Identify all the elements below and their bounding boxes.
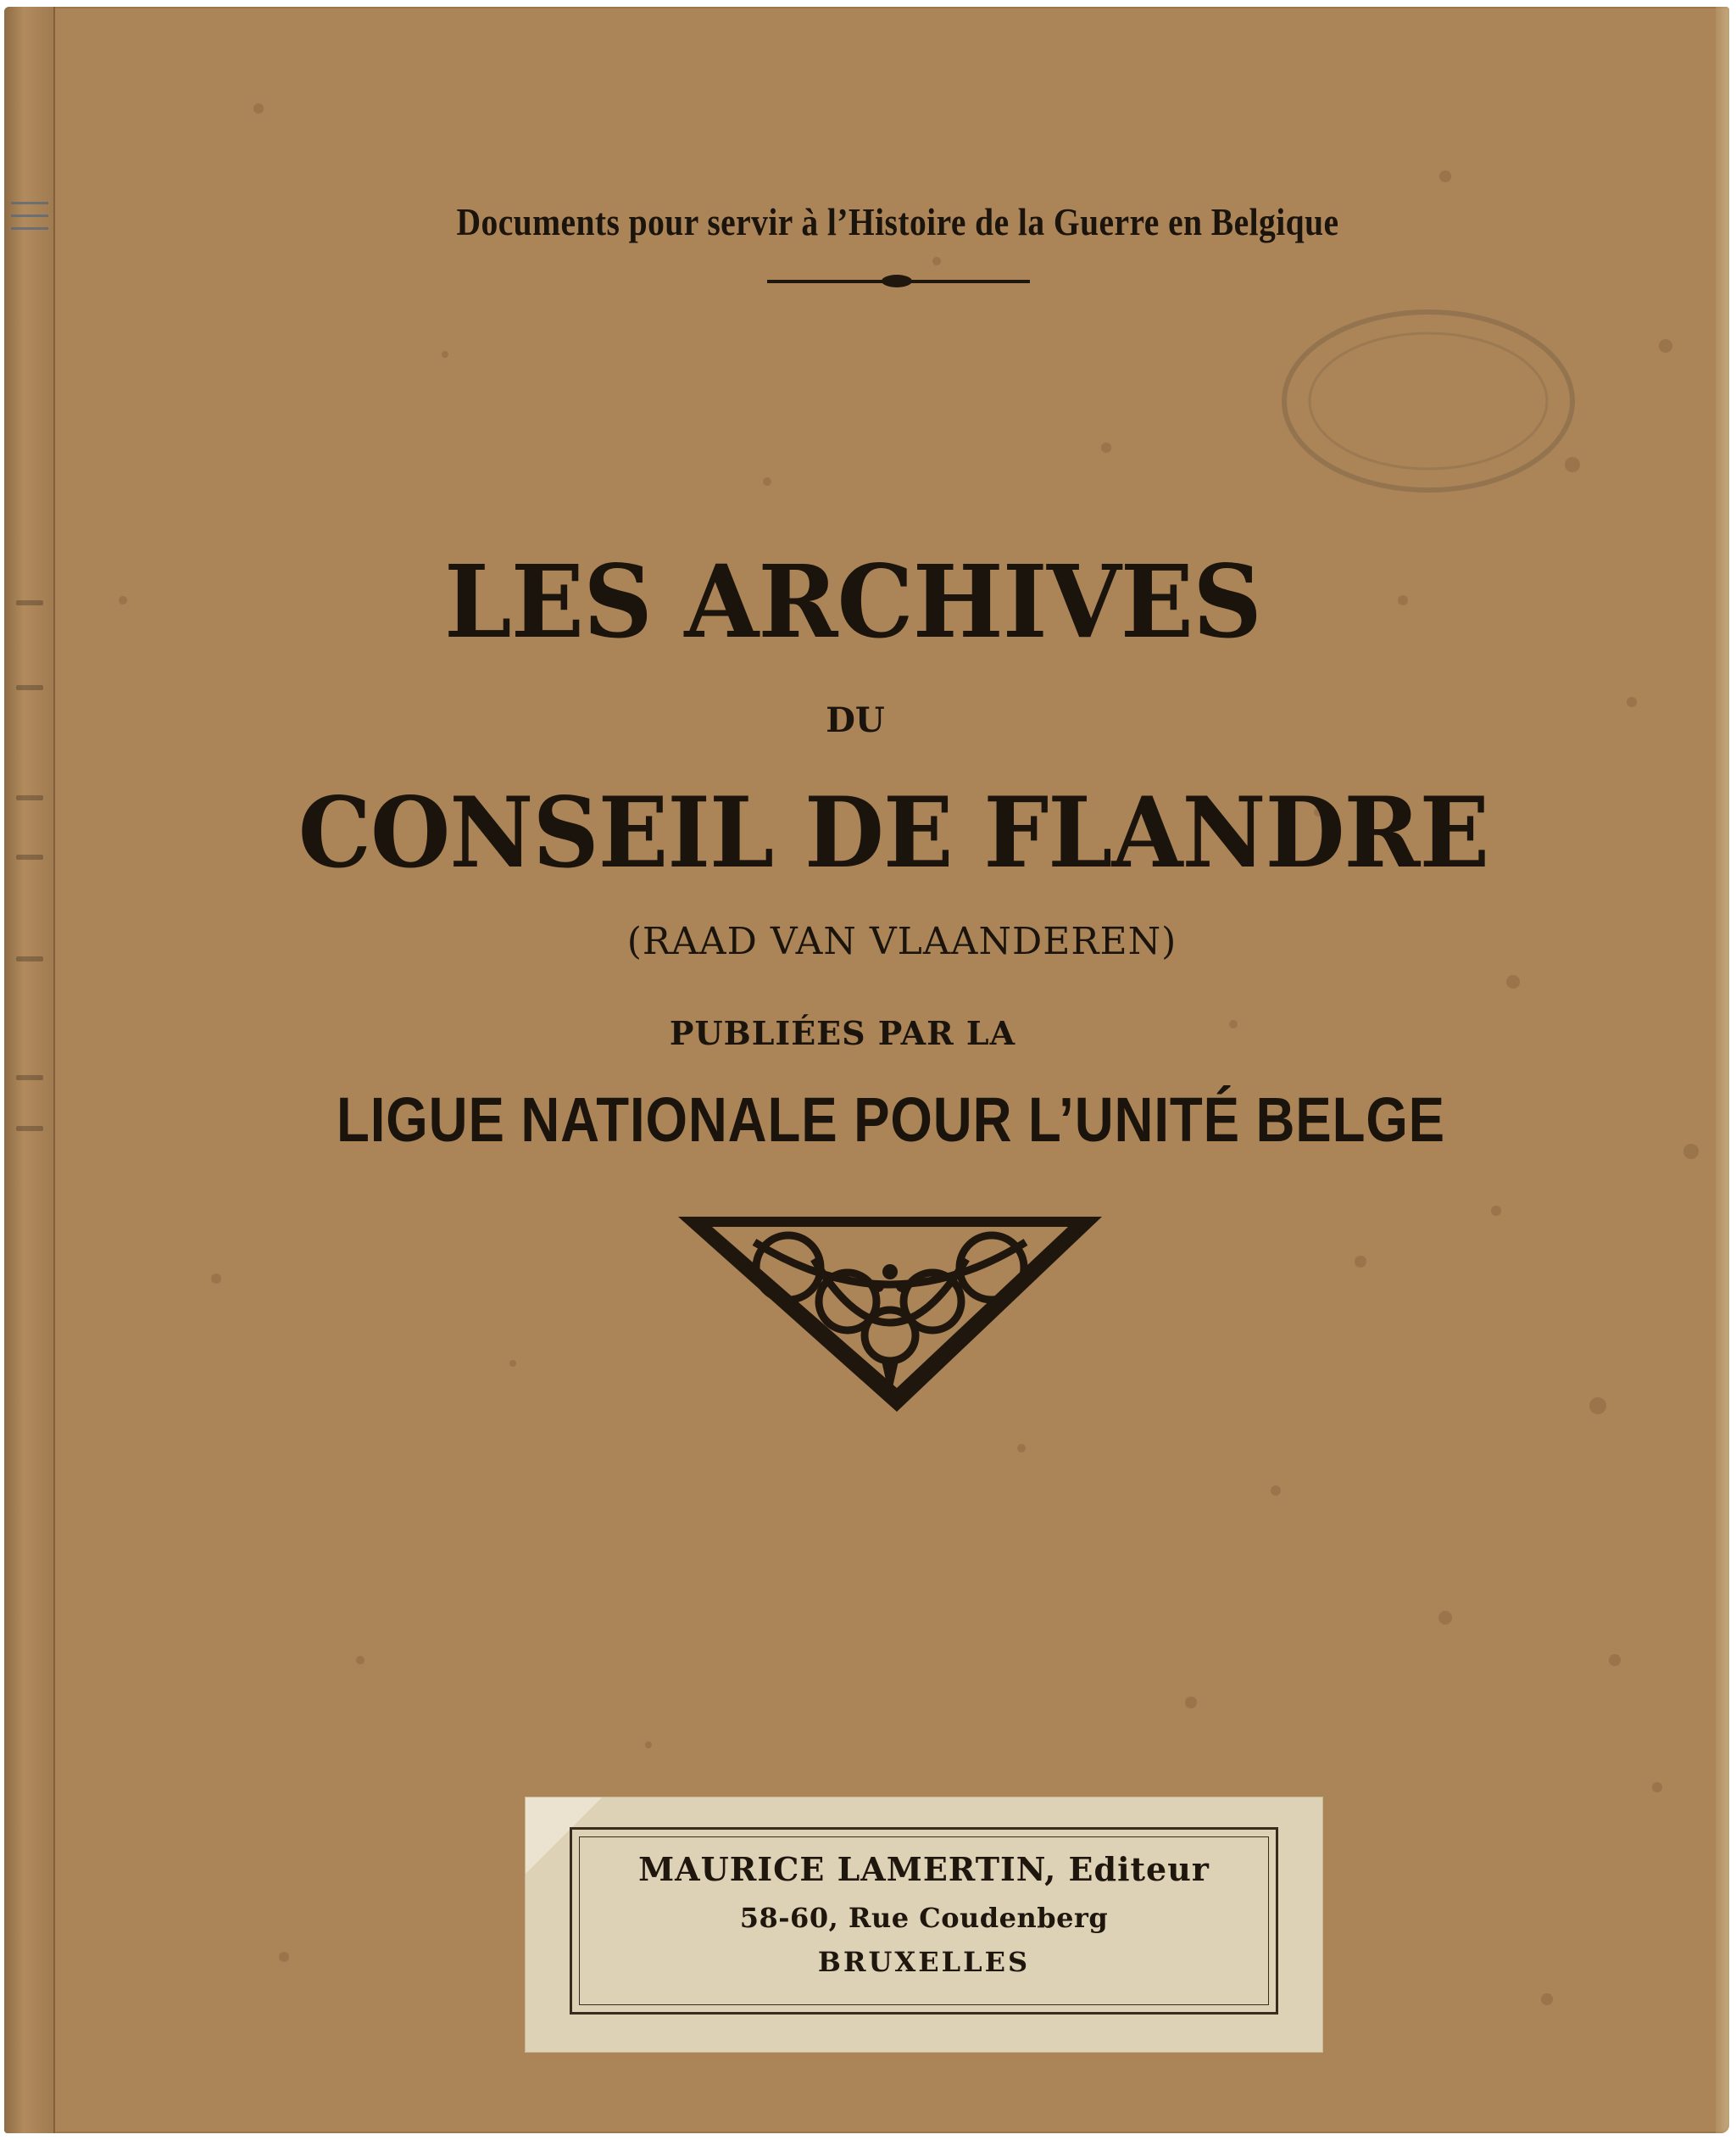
publisher-org: LIGUE NATIONALE POUR L’UNITÉ BELGE: [337, 1084, 1445, 1155]
publisher-label: [526, 1797, 1322, 2052]
celtic-knot-ornament-icon: [678, 1208, 1102, 1416]
series-heading: Documents pour servir à l’Histoire de la Guerre en Belgique: [456, 200, 1339, 243]
published-by: PUBLIÉES PAR LA: [669, 1014, 1016, 1052]
title-du: DU: [826, 700, 885, 740]
title-line-1: LES ARCHIVES: [444, 543, 1261, 660]
oval-ink-stamp-icon: [1276, 299, 1581, 503]
label-city: BRUXELLES: [817, 1946, 1031, 1978]
subtitle: (RAAD VAN VLAANDEREN): [626, 920, 1177, 963]
title-line-2: CONSEIL DE FLANDRE: [298, 776, 1489, 889]
label-address: 58-60, Rue Coudenberg: [739, 1902, 1109, 1934]
decorative-rule-center: [882, 275, 912, 287]
label-publisher-name: MAURICE LAMERTIN, Editeur: [638, 1850, 1210, 1888]
